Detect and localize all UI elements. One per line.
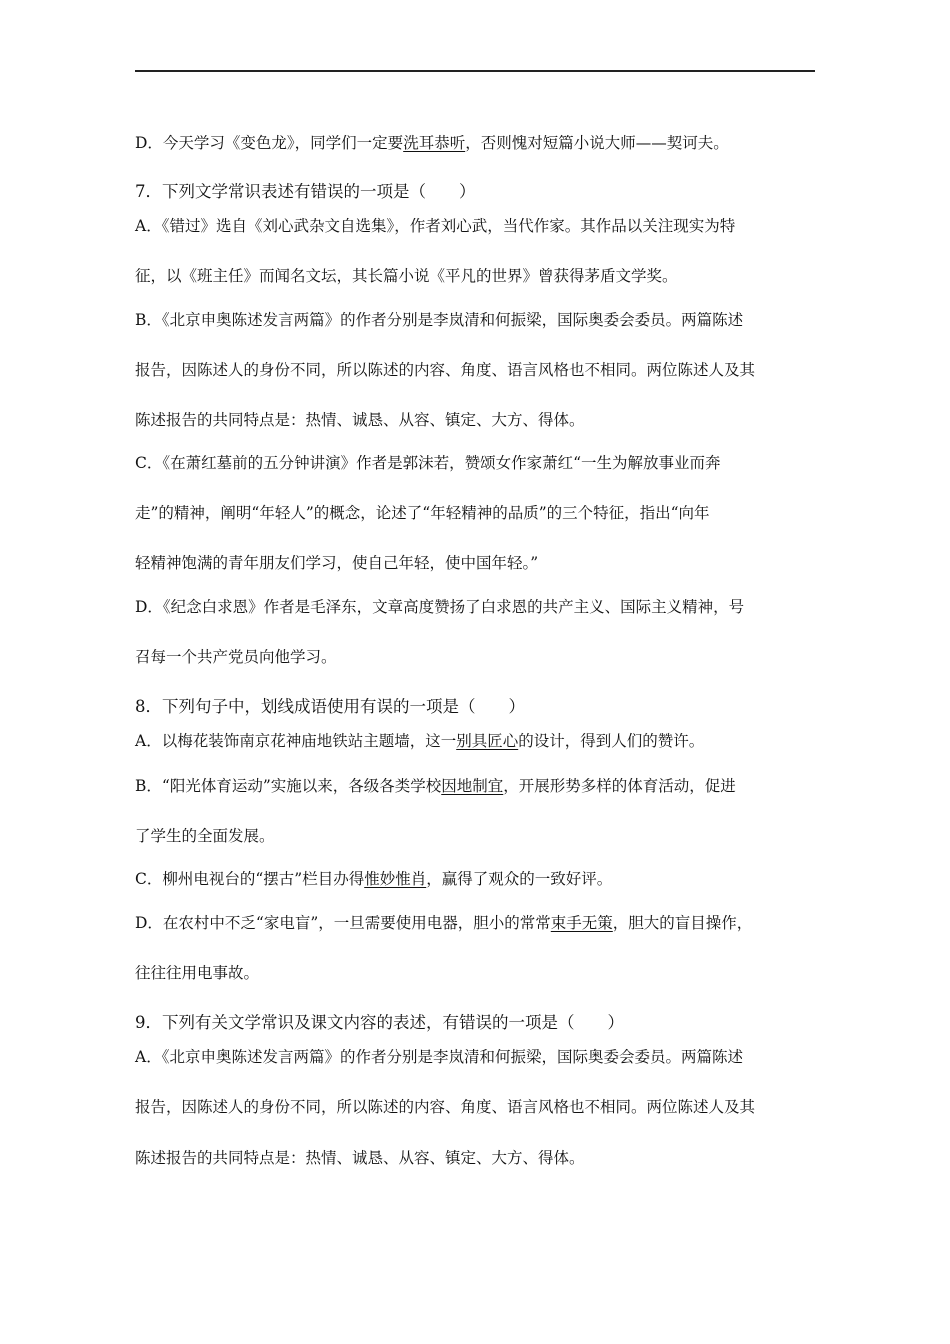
underlined-idiom: 束手无策 — [550, 914, 613, 932]
option-8b-line2: 了学生的全面发展。 — [135, 827, 275, 845]
option-7d-line1: D．《纪念白求恩》作者是毛泽东，文章高度赞扬了白求恩的共产主义、国际主义精神，号 — [135, 598, 745, 616]
option-8a: A．以梅花装饰南京花神庙地铁站主题墙，这一别具匠心的设计，得到人们的赞许。 — [135, 732, 705, 750]
underlined-idiom: 别具匠心 — [456, 732, 519, 750]
option-7c-line1: C．《在萧红墓前的五分钟讲演》作者是郭沫若，赞颂女作家萧红“一生为解放事业而奔 — [135, 454, 721, 472]
option-8d-line1: D．在农村中不乏“家电盲”，一旦需要使用电器，胆小的常常束手无策，胆大的盲目操作， — [135, 914, 753, 932]
underlined-idiom: 洗耳恭听 — [403, 134, 466, 152]
option-8b-line1: B．“阳光体育运动”实施以来，各级各类学校因地制宜，开展形势多样的体育活动，促进 — [135, 777, 736, 795]
option-9a-line3: 陈述报告的共同特点是：热情、诚恳、从容、镇定、大方、得体。 — [135, 1149, 585, 1167]
option-6d: D．今天学习《变色龙》，同学们一定要洗耳恭听，否则愧对短篇小说大师——契诃夫。 — [135, 134, 729, 152]
underlined-idiom: 因地制宜 — [441, 777, 504, 795]
option-7a-line2: 征，以《班主任》而闻名文坛，其长篇小说《平凡的世界》曾获得茅盾文学奖。 — [135, 267, 678, 285]
option-7a-line1: A．《错过》选自《刘心武杂文自选集》，作者刘心武，当代作家。其作品以关注现实为特 — [135, 217, 736, 235]
option-8c: C．柳州电视台的“摆古”栏目办得惟妙惟肖，赢得了观众的一致好评。 — [135, 870, 613, 888]
option-9a-line1: A．《北京申奥陈述发言两篇》的作者分别是李岚清和何振梁，国际奥委会委员。两篇陈述 — [135, 1048, 743, 1066]
question-8: 8．下列句子中，划线成语使用有误的一项是（ ） — [135, 697, 525, 716]
option-7c-line3: 轻精神饱满的青年朋友们学习，使自己年轻，使中国年轻。” — [135, 554, 539, 572]
option-8d-line2: 往往往用电事故。 — [135, 964, 260, 982]
option-7b-line3: 陈述报告的共同特点是：热情、诚恳、从容、镇定、大方、得体。 — [135, 411, 585, 429]
question-9: 9．下列有关文学常识及课文内容的表述，有错误的一项是（ ） — [135, 1013, 624, 1032]
option-7b-line2: 报告，因陈述人的身份不同，所以陈述的内容、角度、语言风格也不相同。两位陈述人及其 — [135, 361, 756, 379]
header-rule — [135, 70, 815, 72]
option-7b-line1: B．《北京申奥陈述发言两篇》的作者分别是李岚清和何振梁，国际奥委会委员。两篇陈述 — [135, 311, 744, 329]
underlined-idiom: 惟妙惟肖 — [364, 870, 427, 888]
option-7d-line2: 召每一个共产党员向他学习。 — [135, 648, 337, 666]
option-7c-line2: 走”的精神，阐明“年轻人”的概念，论述了“年轻精神的品质”的三个特征，指出“向年 — [135, 504, 710, 522]
option-9a-line2: 报告，因陈述人的身份不同，所以陈述的内容、角度、语言风格也不相同。两位陈述人及其 — [135, 1098, 756, 1116]
question-7: 7．下列文学常识表述有错误的一项是（ ） — [135, 182, 476, 201]
